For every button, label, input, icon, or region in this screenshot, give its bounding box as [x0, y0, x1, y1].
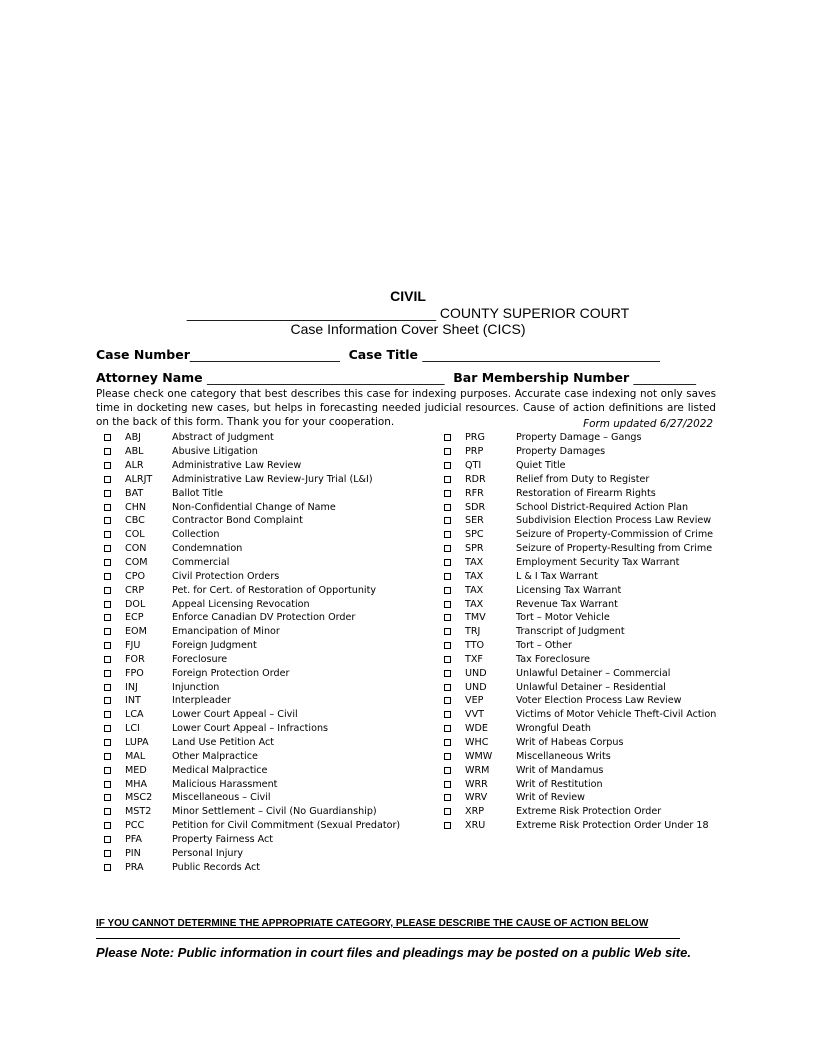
category-checkbox[interactable] [104, 808, 111, 815]
category-checkbox[interactable] [104, 670, 111, 677]
category-label: Pet. for Cert. of Restoration of Opportunity [172, 584, 377, 596]
category-label: Writ of Restitution [516, 778, 603, 790]
category-checkbox[interactable] [104, 711, 111, 718]
category-row [444, 445, 716, 459]
case-title-label: Case Title [348, 347, 419, 362]
category-row [444, 736, 716, 750]
category-row [444, 694, 716, 708]
bar-number-label: Bar Membership Number [453, 370, 630, 385]
category-row [104, 819, 400, 833]
category-code: LUPA [125, 736, 149, 748]
category-checkbox[interactable] [444, 739, 451, 746]
category-label: Writ of Review [516, 792, 586, 804]
cause-of-action-line[interactable] [96, 938, 680, 939]
category-row [104, 500, 400, 514]
category-label: Miscellaneous Writs [516, 750, 611, 762]
category-label: Non-Confidential Change of Name [172, 501, 336, 513]
category-label: Abusive Litigation [172, 446, 258, 458]
category-list-left [104, 431, 400, 874]
category-label: Tort – Other [516, 640, 572, 652]
category-label: Lower Court Appeal – Infractions [172, 723, 329, 735]
category-row [104, 777, 400, 791]
category-code: UND [465, 681, 487, 693]
category-label: Appeal Licensing Revocation [172, 598, 310, 610]
category-label: Writ of Habeas Corpus [516, 736, 624, 748]
category-code: PRA [125, 861, 144, 873]
court-name-line [0, 305, 816, 321]
category-row [444, 805, 716, 819]
category-row [104, 611, 400, 625]
category-code: MHA [125, 778, 148, 790]
category-label: Ballot Title [172, 487, 224, 499]
category-label: Employment Security Tax Warrant [516, 557, 680, 569]
category-row [444, 666, 716, 680]
category-checkbox[interactable] [104, 531, 111, 538]
category-code: TAX [465, 557, 484, 569]
category-row [104, 666, 400, 680]
category-label: Other Malpractice [172, 750, 258, 762]
category-code: ABJ [125, 432, 141, 444]
category-row [444, 722, 716, 736]
category-row [444, 625, 716, 639]
category-label: Condemnation [172, 543, 243, 555]
category-label: Interpleader [172, 695, 231, 707]
category-checkbox[interactable] [104, 794, 111, 801]
category-row [444, 528, 716, 542]
category-row [104, 473, 400, 487]
category-label: Civil Protection Orders [172, 570, 280, 582]
category-code: SPR [465, 543, 484, 555]
instructions: Please check one category that best describes this case for indexing purposes. Accurate case indexing not only saves time in docketing new cases, but helps in forecasting needed judicial resources. Cause of action definitions are listed on the back of this form. Thank you for your cooperation. [96, 388, 716, 428]
category-label: Contractor Bond Complaint [172, 515, 303, 527]
category-code: MAL [125, 750, 146, 762]
category-checkbox[interactable] [444, 517, 451, 524]
category-label: Personal Injury [172, 847, 244, 859]
category-code: CON [125, 543, 147, 555]
category-checkbox[interactable] [444, 725, 451, 732]
category-checkbox[interactable] [104, 864, 111, 871]
category-checkbox[interactable] [104, 587, 111, 594]
case-row [96, 347, 716, 362]
category-code: BAT [125, 487, 144, 499]
category-label: Foreign Protection Order [172, 667, 290, 679]
category-row [104, 528, 400, 542]
category-label: Miscellaneous – Civil [172, 792, 271, 804]
category-label: Enforce Canadian DV Protection Order [172, 612, 356, 624]
category-code: ALRJT [125, 473, 153, 485]
category-code: PCC [125, 820, 145, 832]
category-code: TMV [465, 612, 486, 624]
category-row [104, 736, 400, 750]
category-code: MSC2 [125, 792, 153, 804]
category-row [444, 556, 716, 570]
category-code: PRP [465, 446, 484, 458]
category-label: Malicious Harassment [172, 778, 278, 790]
category-code: SER [465, 515, 484, 527]
category-code: RFR [465, 487, 484, 499]
category-row [444, 611, 716, 625]
category-label: Lower Court Appeal – Civil [172, 709, 298, 721]
category-code: COM [125, 557, 148, 569]
category-label: Foreign Judgment [172, 640, 257, 652]
category-label: Subdivision Election Process Law Review [516, 515, 712, 527]
category-code: TXF [465, 653, 483, 665]
category-code: VVT [465, 709, 484, 721]
category-row [104, 486, 400, 500]
category-label: Tax Foreclosure [516, 653, 591, 665]
category-row [104, 694, 400, 708]
category-row [104, 514, 400, 528]
category-code: PFA [125, 833, 142, 845]
category-checkbox[interactable] [104, 517, 111, 524]
category-label: Petition for Civil Commitment (Sexual Predator) [172, 820, 401, 832]
category-checkbox[interactable] [104, 684, 111, 691]
category-checkbox[interactable] [444, 559, 451, 566]
case-number-field[interactable]: ________________________ [189, 347, 340, 362]
category-label: Tort – Motor Vehicle [516, 612, 610, 624]
category-checkbox[interactable] [444, 656, 451, 663]
category-row [444, 569, 716, 583]
category-row [104, 846, 400, 860]
category-row [104, 459, 400, 473]
category-row [104, 722, 400, 736]
category-label: Minor Settlement – Civil (No Guardianship) [172, 806, 377, 818]
category-row [104, 680, 400, 694]
category-code: ECP [125, 612, 144, 624]
category-code: VEP [465, 695, 484, 707]
category-code: PRG [465, 432, 485, 444]
category-code: WDE [465, 723, 488, 735]
category-checkbox[interactable] [104, 739, 111, 746]
category-checkbox[interactable] [104, 628, 111, 635]
category-checkbox[interactable] [444, 531, 451, 538]
category-label: Seizure of Property-Commission of Crime [516, 529, 714, 541]
category-checkbox[interactable] [104, 434, 111, 441]
category-checkbox[interactable] [104, 601, 111, 608]
court-name: COUNTY SUPERIOR COURT [439, 305, 630, 321]
category-checkbox[interactable] [444, 504, 451, 511]
category-checkbox[interactable] [104, 725, 111, 732]
category-row [444, 542, 716, 556]
category-code: WMW [465, 750, 493, 762]
category-label: Wrongful Death [516, 723, 592, 735]
category-code: FJU [125, 640, 141, 652]
category-checkbox[interactable] [104, 490, 111, 497]
category-checkbox[interactable] [104, 448, 111, 455]
category-code: DOL [125, 598, 146, 610]
category-label: Extreme Risk Protection Order Under 18 [516, 820, 709, 832]
form-title: CIVIL [390, 288, 426, 304]
category-label: Unlawful Detainer – Commercial [516, 667, 671, 679]
category-code: COL [125, 529, 145, 541]
category-checkbox[interactable] [104, 573, 111, 580]
category-row [444, 500, 716, 514]
category-checkbox[interactable] [444, 573, 451, 580]
category-code: SDR [465, 501, 486, 513]
category-checkbox[interactable] [444, 684, 451, 691]
category-row [444, 680, 716, 694]
attorney-name-label: Attorney Name [96, 370, 203, 385]
category-code: CHN [125, 501, 147, 513]
category-label: Administrative Law Review [172, 460, 302, 472]
category-row [104, 860, 400, 874]
category-row [104, 431, 400, 445]
category-checkbox[interactable] [444, 628, 451, 635]
category-row [444, 473, 716, 487]
category-code: UND [465, 667, 487, 679]
category-code: LCA [125, 709, 144, 721]
category-label: Restoration of Firearm Rights [516, 487, 656, 499]
category-code: TAX [465, 598, 484, 610]
category-code: LCI [125, 723, 140, 735]
category-label: Administrative Law Review-Jury Trial (L&I) [172, 473, 373, 485]
category-label: Injunction [172, 681, 220, 693]
category-checkbox[interactable] [444, 697, 451, 704]
category-code: ALR [125, 460, 144, 472]
cannot-determine-instruction: IF YOU CANNOT DETERMINE THE APPROPRIATE CATEGORY, PLEASE DESCRIBE THE CAUSE OF ACTION BELOW [96, 918, 649, 929]
category-checkbox[interactable] [444, 822, 451, 829]
category-checkbox[interactable] [104, 559, 111, 566]
category-code: EOM [125, 626, 147, 638]
category-code: XRU [465, 820, 486, 832]
category-label: L & I Tax Warrant [516, 570, 598, 582]
category-code: TAX [465, 570, 484, 582]
category-checkbox[interactable] [104, 850, 111, 857]
category-row [444, 653, 716, 667]
category-checkbox[interactable] [444, 794, 451, 801]
category-label: Relief from Duty to Register [516, 473, 650, 485]
public-info-note: Please Note: Public information in court files and pleadings may be posted on a public Web site. [96, 945, 691, 960]
category-row [444, 819, 716, 833]
category-checkbox[interactable] [104, 462, 111, 469]
sheet-name: Case Information Cover Sheet (CICS) [290, 321, 526, 337]
category-code: XRP [465, 806, 485, 818]
category-code: TAX [465, 584, 484, 596]
category-list-right [444, 431, 716, 832]
category-checkbox[interactable] [444, 781, 451, 788]
category-label: Property Damage – Gangs [516, 432, 642, 444]
county-blank[interactable]: ________________________________ [186, 305, 436, 321]
category-row [444, 708, 716, 722]
category-checkbox[interactable] [104, 504, 111, 511]
category-code: FOR [125, 653, 145, 665]
category-code: WRR [465, 778, 488, 790]
attorney-row [96, 370, 716, 385]
category-checkbox[interactable] [444, 490, 451, 497]
category-label: School District-Required Action Plan [516, 501, 689, 513]
bar-number-field[interactable]: __________ [633, 370, 697, 385]
category-label: Property Damages [516, 446, 606, 458]
category-row [444, 431, 716, 445]
form-updated-date: Form updated 6/27/2022 [583, 418, 713, 430]
category-row [104, 639, 400, 653]
category-code: FPO [125, 667, 144, 679]
category-label: Unlawful Detainer – Residential [516, 681, 666, 693]
category-label: Voter Election Process Law Review [516, 695, 682, 707]
category-checkbox[interactable] [444, 642, 451, 649]
category-row [104, 791, 400, 805]
category-row [104, 653, 400, 667]
category-row [444, 749, 716, 763]
category-row [444, 763, 716, 777]
category-checkbox[interactable] [104, 767, 111, 774]
category-code: TRJ [465, 626, 481, 638]
category-row [104, 805, 400, 819]
category-label: Public Records Act [172, 861, 261, 873]
category-label: Revenue Tax Warrant [516, 598, 618, 610]
category-code: WRM [465, 764, 490, 776]
category-row [104, 542, 400, 556]
category-checkbox[interactable] [444, 614, 451, 621]
category-code: TTO [465, 640, 485, 652]
category-code: WHC [465, 736, 489, 748]
attorney-name-field[interactable]: ______________________________________ [207, 370, 445, 385]
category-row [104, 597, 400, 611]
category-checkbox[interactable] [104, 836, 111, 843]
category-code: INT [125, 695, 141, 707]
category-row [444, 514, 716, 528]
category-checkbox[interactable] [444, 670, 451, 677]
category-row [444, 583, 716, 597]
category-checkbox[interactable] [104, 476, 111, 483]
category-row [104, 569, 400, 583]
category-label: Extreme Risk Protection Order [516, 806, 662, 818]
category-checkbox[interactable] [444, 753, 451, 760]
case-title-field[interactable]: ______________________________________ [422, 347, 660, 362]
category-checkbox[interactable] [104, 781, 111, 788]
category-label: Victims of Motor Vehicle Theft-Civil Action [516, 709, 717, 721]
category-code: QTI [465, 460, 482, 472]
category-row [104, 763, 400, 777]
category-label: Property Fairness Act [172, 833, 274, 845]
category-row [444, 777, 716, 791]
category-label: Abstract of Judgment [172, 432, 274, 444]
category-label: Land Use Petition Act [172, 736, 275, 748]
category-code: CRP [125, 584, 145, 596]
category-checkbox[interactable] [104, 614, 111, 621]
category-label: Writ of Mandamus [516, 764, 604, 776]
category-label: Quiet Title [516, 460, 566, 472]
category-row [104, 445, 400, 459]
category-checkbox[interactable] [104, 753, 111, 760]
category-row [104, 832, 400, 846]
category-label: Emancipation of Minor [172, 626, 280, 638]
category-code: WRV [465, 792, 488, 804]
category-label: Transcript of Judgment [516, 626, 625, 638]
category-code: MED [125, 764, 147, 776]
category-code: INJ [125, 681, 138, 693]
category-checkbox[interactable] [444, 476, 451, 483]
case-number-label: Case Number [96, 347, 190, 362]
category-label: Medical Malpractice [172, 764, 268, 776]
category-checkbox[interactable] [104, 697, 111, 704]
category-row [444, 639, 716, 653]
category-checkbox[interactable] [444, 462, 451, 469]
category-code: CBC [125, 515, 145, 527]
category-label: Commercial [172, 557, 230, 569]
category-checkbox[interactable] [444, 545, 451, 552]
category-label: Licensing Tax Warrant [516, 584, 622, 596]
category-row [104, 625, 400, 639]
category-label: Seizure of Property-Resulting from Crime [516, 543, 713, 555]
category-checkbox[interactable] [444, 587, 451, 594]
category-row [444, 597, 716, 611]
category-row [444, 486, 716, 500]
category-checkbox[interactable] [444, 448, 451, 455]
category-checkbox[interactable] [104, 545, 111, 552]
category-row [104, 749, 400, 763]
category-label: Foreclosure [172, 653, 228, 665]
category-row [104, 583, 400, 597]
category-code: ABL [125, 446, 144, 458]
category-checkbox[interactable] [444, 808, 451, 815]
category-checkbox[interactable] [104, 642, 111, 649]
category-row [104, 556, 400, 570]
category-code: RDR [465, 473, 486, 485]
category-checkbox[interactable] [104, 822, 111, 829]
category-code: SPC [465, 529, 484, 541]
category-checkbox[interactable] [104, 656, 111, 663]
category-checkbox[interactable] [444, 711, 451, 718]
category-checkbox[interactable] [444, 434, 451, 441]
category-code: PIN [125, 847, 141, 859]
category-row [104, 708, 400, 722]
category-checkbox[interactable] [444, 767, 451, 774]
category-code: CPO [125, 570, 146, 582]
category-label: Collection [172, 529, 220, 541]
category-checkbox[interactable] [444, 601, 451, 608]
category-code: MST2 [125, 806, 152, 818]
category-row [444, 791, 716, 805]
category-row [444, 459, 716, 473]
